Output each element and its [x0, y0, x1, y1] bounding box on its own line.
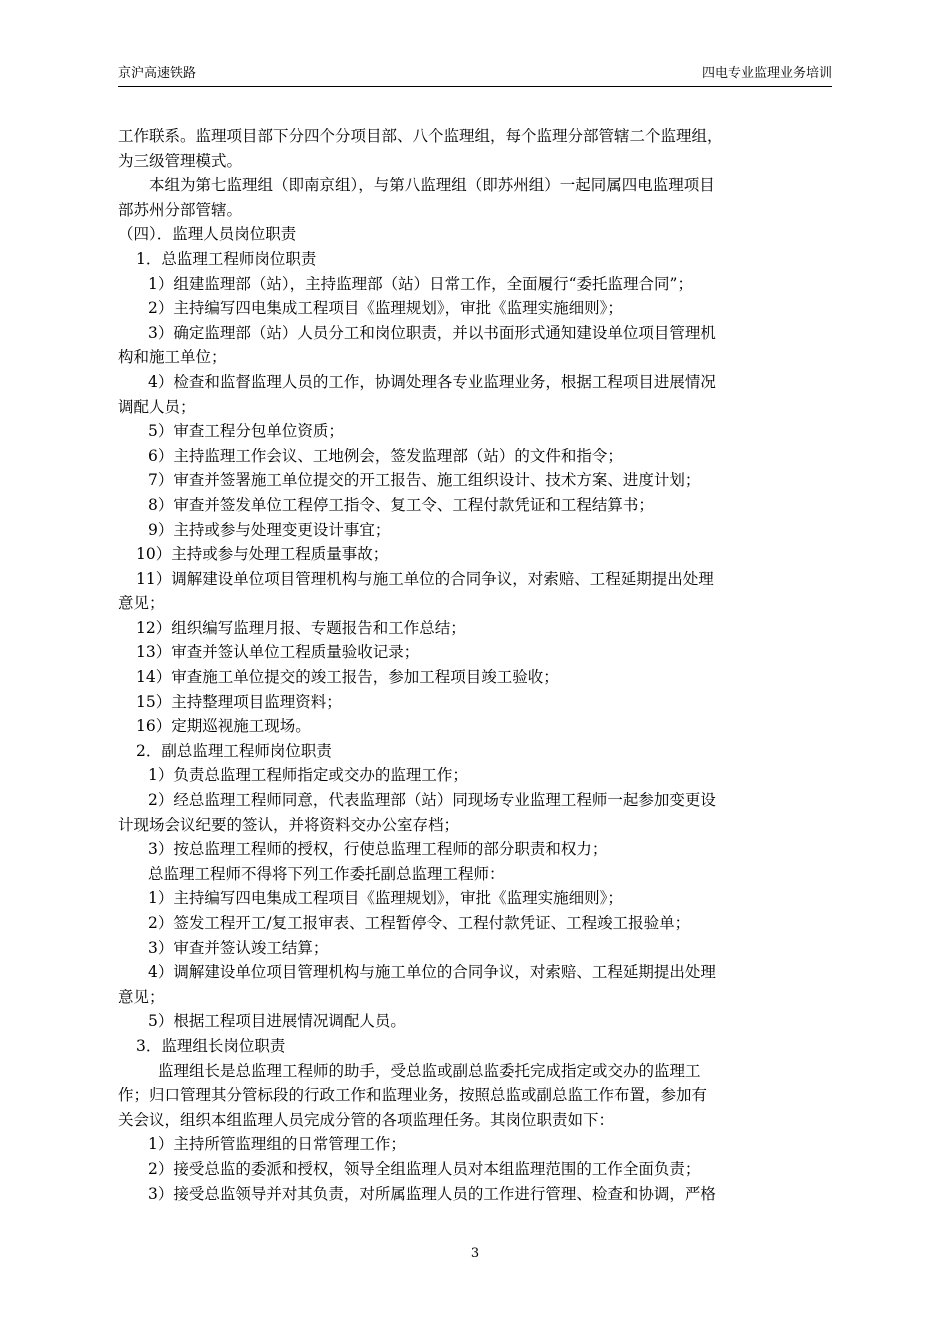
list-item: 1）组建监理部（站），主持监理部（站）日常工作，全面履行“委托监理合同”；	[148, 274, 693, 293]
list-item: 6）主持监理工作会议、工地例会，签发监理部（站）的文件和指令；	[148, 446, 623, 465]
list-item-continuation: 意见；	[118, 987, 165, 1006]
subsection-heading: 3．监理组长岗位职责	[136, 1036, 286, 1055]
list-item: 3）确定监理部（站）人员分工和岗位职责，并以书面形式通知建设单位项目管理机	[148, 323, 716, 342]
subsection-heading: 2．副总监理工程师岗位职责	[136, 741, 332, 760]
list-item: 9）主持或参与处理变更设计事宜；	[148, 520, 391, 539]
list-item: 7）审查并签署施工单位提交的开工报告、施工组织设计、技术方案、进度计划；	[148, 471, 701, 490]
list-item-continuation: 计现场会议纪要的签认，并将资料交办公室存档；	[118, 815, 460, 834]
list-item: 16）定期巡视施工现场。	[136, 717, 311, 736]
header-divider	[118, 86, 832, 87]
list-item-continuation: 构和施工单位；	[118, 348, 227, 367]
list-item: 3）审查并签认竣工结算；	[148, 938, 329, 957]
list-item: 8）审查并签发单位工程停工指令、复工令、工程付款凭证和工程结算书；	[148, 495, 654, 514]
list-item: 5）审查工程分包单位资质；	[148, 422, 344, 441]
list-item: 15）主持整理项目监理资料；	[136, 692, 342, 711]
list-item: 4）调解建设单位项目管理机构与施工单位的合同争议，对索赔、工程延期提出处理	[148, 963, 716, 982]
page-number: 3	[470, 1246, 480, 1261]
header-left-title: 京沪高速铁路	[118, 66, 197, 81]
section-heading: （四）．监理人员岗位职责	[118, 225, 297, 244]
list-item: 2）接受总监的委派和授权，领导全组监理人员对本组监理范围的工作全面负责；	[148, 1159, 701, 1178]
subsection-heading: 1．总监理工程师岗位职责	[136, 249, 317, 268]
list-item: 13）审查并签认单位工程质量验收记录；	[136, 643, 420, 662]
list-item-continuation: 意见；	[118, 594, 165, 613]
list-item: 1）负责总监理工程师指定或交办的监理工作；	[148, 766, 468, 785]
list-item: 3）按总监理工程师的授权，行使总监理工程师的部分职责和权力；	[148, 840, 608, 859]
list-item: 10）主持或参与处理工程质量事故；	[136, 545, 389, 564]
paragraph-line: 总监理工程师不得将下列工作委托副总监理工程师：	[148, 864, 505, 883]
list-item: 2）签发工程开工/复工报审表、工程暂停令、工程付款凭证、工程竣工报验单；	[148, 914, 691, 932]
page-header	[118, 64, 832, 86]
list-item: 5）根据工程项目进展情况调配人员。	[148, 1012, 406, 1031]
list-item: 14）审查施工单位提交的竣工报告，参加工程项目竣工验收；	[136, 668, 559, 687]
paragraph-line: 作；归口管理其分管标段的行政工作和监理业务，按照总监或副总监工作布置，参加有	[118, 1086, 708, 1105]
list-item: 2）经总监理工程师同意，代表监理部（站）同现场专业监理工程师一起参加变更设	[148, 791, 716, 810]
list-item: 12）组织编写监理月报、专题报告和工作总结；	[136, 618, 466, 637]
list-item-continuation: 调配人员；	[118, 397, 196, 416]
list-item: 1）主持编写四电集成工程项目《监理规划》，审批《监理实施细则》；	[148, 889, 623, 908]
list-item: 1）主持所管监理组的日常管理工作；	[148, 1135, 406, 1154]
header-right-title: 四电专业监理业务培训	[701, 66, 832, 81]
paragraph-line: 关会议，组织本组监理人员完成分管的各项监理任务。其岗位职责如下：	[118, 1110, 615, 1129]
list-item: 11）调解建设单位项目管理机构与施工单位的合同争议，对索赔、工程延期提出处理	[136, 569, 714, 588]
paragraph-line: 工作联系。监理项目部下分四个分项目部、八个监理组，每个监理分部管辖二个监理组，	[118, 127, 723, 145]
paragraph-line: 为三级管理模式。	[118, 151, 243, 170]
body-text	[118, 124, 832, 1206]
paragraph-line: 部苏州分部管辖。	[118, 200, 243, 219]
paragraph-line: 监理组长是总监理工程师的助手，受总监或副总监委托完成指定或交办的监理工	[158, 1061, 701, 1080]
list-item: 4）检查和监督监理人员的工作，协调处理各专业监理业务，根据工程项目进展情况	[148, 372, 716, 391]
paragraph-line: 本组为第七监理组（即南京组），与第八监理组（即苏州组）一起同属四电监理项目	[149, 176, 715, 195]
list-item: 2）主持编写四电集成工程项目《监理规划》，审批《监理实施细则》；	[148, 299, 623, 318]
list-item: 3）接受总监领导并对其负责，对所属监理人员的工作进行管理、检查和协调，严格	[148, 1184, 716, 1203]
